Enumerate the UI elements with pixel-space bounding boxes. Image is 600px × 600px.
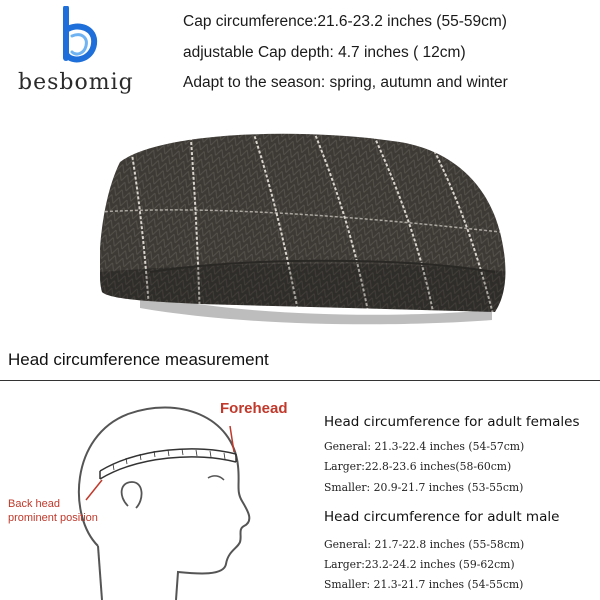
- female-size-general: General: 21.3-22.4 inches (54-57cm): [324, 440, 525, 453]
- flat-cap-image: [100, 122, 520, 332]
- b-letter-logo-icon: [58, 6, 102, 68]
- male-size-general: General: 21.7-22.8 inches (55-58cm): [324, 538, 525, 551]
- female-size-heading: Head circumference for adult females: [324, 414, 580, 430]
- female-size-larger: Larger:22.8-23.6 inches(58-60cm): [324, 460, 512, 473]
- section-divider: [0, 380, 600, 381]
- section-title: Head circumference measurement: [8, 350, 269, 369]
- spec-circumference: Cap circumference:21.6-23.2 inches (55-59cm): [183, 13, 507, 30]
- forehead-label: Forehead: [220, 400, 288, 417]
- female-size-smaller: Smaller: 20.9-21.7 inches (53-55cm): [324, 481, 524, 494]
- male-size-larger: Larger:23.2-24.2 inches (59-62cm): [324, 558, 515, 571]
- spec-depth: adjustable Cap depth: 4.7 inches ( 12cm): [183, 44, 466, 61]
- spec-season: Adapt to the season: spring, autumn and winter: [183, 74, 508, 91]
- brand-name: besbomig: [18, 70, 134, 95]
- male-size-smaller: Smaller: 21.3-21.7 inches (54-55cm): [324, 578, 524, 591]
- male-size-heading: Head circumference for adult male: [324, 509, 560, 525]
- backhead-label: Back head prominent position: [8, 498, 98, 524]
